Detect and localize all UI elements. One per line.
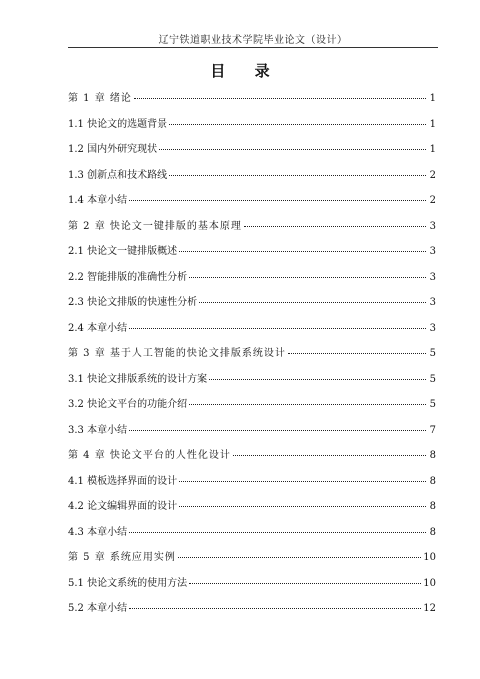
toc-section-entry[interactable]	[68, 574, 436, 600]
toc-page-number: 3	[429, 271, 436, 283]
running-header: 辽宁铁道职业技术学院毕业论文（设计）	[158, 35, 348, 46]
toc-chapter-entry[interactable]	[68, 89, 436, 115]
toc-entry-label: 1.3 创新点和技术路线	[68, 169, 168, 181]
toc-page-number: 12	[423, 603, 436, 614]
toc-entry-label: 2.3 快论文排版的快速性分析	[68, 297, 198, 308]
toc-dot-leader	[129, 608, 421, 609]
toc-entry-label: 第 4 章 快论文平台的人性化设计	[68, 450, 231, 461]
toc-section-entry[interactable]	[68, 497, 436, 523]
toc-entry-label: 3.2 快论文平台的功能介绍	[68, 399, 188, 410]
toc-dot-leader	[169, 175, 426, 176]
toc-section-entry[interactable]	[68, 472, 436, 498]
toc-entry-label: 第 2 章 快论文一键排版的基本原理	[68, 220, 242, 232]
toc-entry-label: 4.3 本章小结	[68, 526, 128, 538]
toc-dot-leader	[189, 583, 421, 584]
toc-dot-leader	[129, 532, 426, 533]
toc-dot-leader	[179, 506, 426, 507]
toc-section-entry[interactable]	[68, 166, 436, 192]
toc-entry-label: 第 5 章 系统应用实例	[68, 552, 176, 563]
toc-entry-label: 2.1 快论文一键排版概述	[68, 246, 178, 257]
toc-section-entry[interactable]	[68, 421, 436, 447]
toc-section-entry[interactable]	[68, 191, 436, 217]
toc-dot-leader	[134, 98, 426, 99]
toc-page-number: 8	[429, 526, 436, 538]
toc-page-number: 8	[429, 475, 436, 487]
toc-entry-label: 1.1 快论文的选题背景	[68, 118, 168, 130]
toc-entry-label: 4.2 论文编辑界面的设计	[68, 501, 178, 512]
toc-page-number: 2	[429, 169, 436, 181]
toc-chapter-entry[interactable]	[68, 344, 436, 370]
toc-entry-label: 1.4 本章小结	[68, 195, 128, 206]
toc-section-entry[interactable]	[68, 599, 436, 625]
toc-entry-label: 3.1 快论文排版系统的设计方案	[68, 373, 208, 385]
toc-dot-leader	[129, 200, 426, 201]
toc-page-number: 3	[429, 246, 436, 257]
toc-title: 目 录	[210, 62, 282, 80]
toc-page-number: 8	[429, 501, 436, 512]
toc-page-number: 3	[429, 220, 436, 232]
toc-entry-label: 5.1 快论文系统的使用方法	[68, 577, 188, 589]
toc-entry-label: 2.2 智能排版的准确性分析	[68, 271, 188, 283]
toc-page-number: 1	[429, 118, 436, 130]
toc-section-entry[interactable]	[68, 115, 436, 141]
toc-section-entry[interactable]	[68, 395, 436, 421]
toc-section-entry[interactable]	[68, 523, 436, 549]
toc-dot-leader	[199, 302, 426, 303]
toc-section-entry[interactable]	[68, 268, 436, 294]
toc-entry-label: 第 3 章 基于人工智能的快论文排版系统设计	[68, 348, 286, 359]
toc-dot-leader	[244, 226, 426, 227]
toc-section-entry[interactable]	[68, 293, 436, 319]
toc-entry-label: 5.2 本章小结	[68, 603, 128, 614]
toc-dot-leader	[209, 379, 426, 380]
toc-page-number: 3	[429, 322, 436, 334]
toc-page-number: 3	[429, 297, 436, 308]
toc-chapter-entry[interactable]	[68, 548, 436, 574]
toc-dot-leader	[129, 430, 426, 431]
toc-section-entry[interactable]	[68, 242, 436, 268]
table-of-contents	[68, 89, 436, 625]
toc-entry-label: 1.2 国内外研究现状	[68, 144, 158, 155]
toc-dot-leader	[129, 328, 426, 329]
toc-dot-leader	[179, 251, 426, 252]
header-rule	[68, 47, 438, 48]
toc-page-number: 2	[429, 195, 436, 206]
toc-page-number: 5	[429, 399, 436, 410]
toc-page-number: 10	[423, 552, 436, 563]
toc-page-number: 7	[429, 424, 436, 436]
toc-dot-leader	[178, 557, 421, 558]
toc-page-number: 5	[429, 373, 436, 385]
toc-page-number: 5	[429, 348, 436, 359]
toc-dot-leader	[159, 149, 426, 150]
toc-entry-label: 2.4 本章小结	[68, 322, 128, 334]
toc-dot-leader	[189, 404, 426, 405]
toc-dot-leader	[169, 124, 426, 125]
toc-section-entry[interactable]	[68, 319, 436, 345]
toc-dot-leader	[288, 353, 426, 354]
toc-section-entry[interactable]	[68, 140, 436, 166]
toc-section-entry[interactable]	[68, 370, 436, 396]
toc-entry-label: 第 1 章 绪论	[68, 93, 132, 104]
toc-dot-leader	[233, 455, 426, 456]
toc-dot-leader	[189, 277, 426, 278]
toc-entry-label: 4.1 模板选择界面的设计	[68, 475, 178, 487]
toc-chapter-entry[interactable]	[68, 217, 436, 243]
toc-page-number: 10	[423, 577, 436, 589]
toc-entry-label: 3.3 本章小结	[68, 424, 128, 436]
toc-chapter-entry[interactable]	[68, 446, 436, 472]
toc-page-number: 8	[429, 450, 436, 461]
toc-dot-leader	[179, 481, 426, 482]
toc-page-number: 1	[429, 144, 436, 155]
toc-page-number: 1	[429, 93, 436, 104]
